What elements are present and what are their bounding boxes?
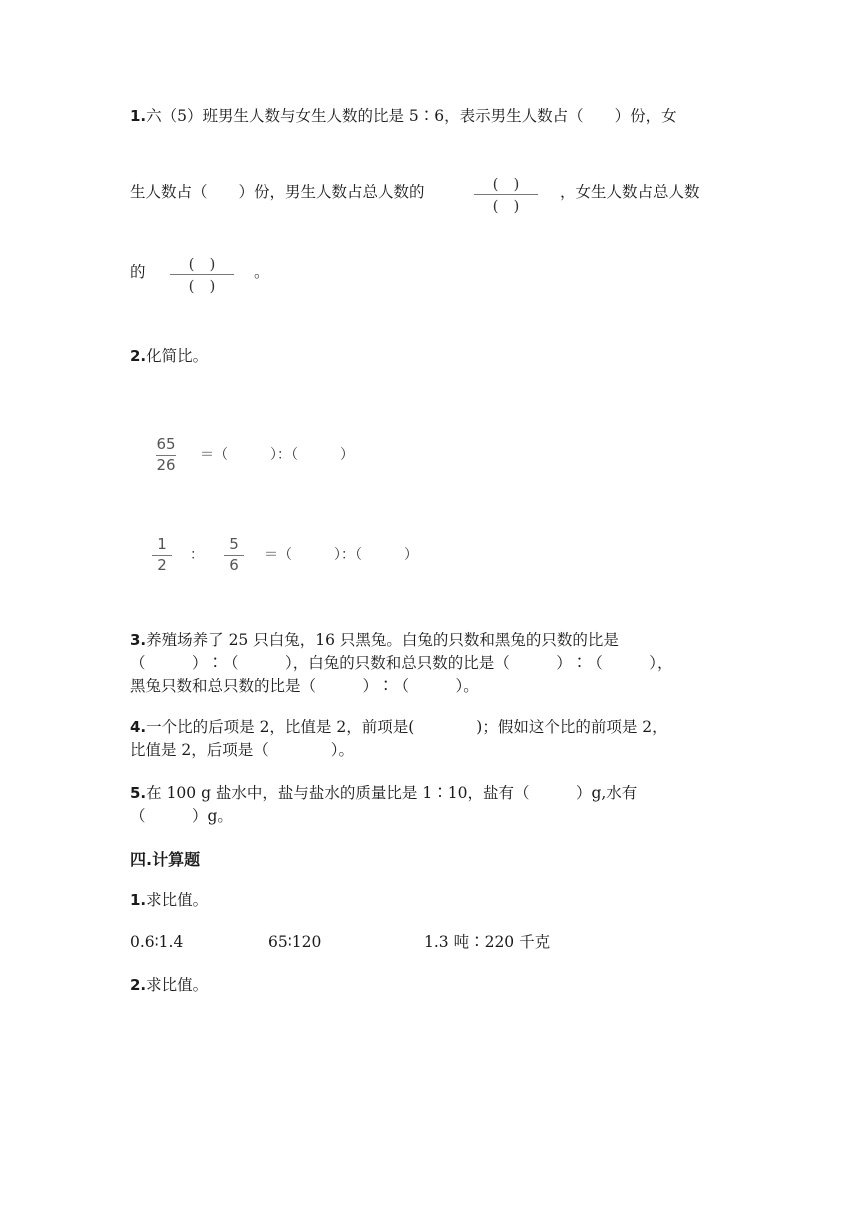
- q2-expr2-colon: ：: [190, 547, 204, 563]
- q2-number: 2.: [130, 347, 147, 365]
- q5-number: 5.: [130, 784, 147, 802]
- q1-line3a: 的: [130, 263, 146, 281]
- fraction-bar: [170, 274, 234, 275]
- section4-q2-number: 2.: [130, 976, 147, 994]
- q3-line2: （ ）∶（ ），白兔的只数和总只数的比是（ ）∶（ ），: [130, 654, 673, 672]
- fraction-numerator: 5: [229, 535, 239, 553]
- q3-line3: 黑兔只数和总只数的比是（ ）∶（ ）。: [130, 677, 479, 695]
- section4-q2-text: 求比值。: [146, 976, 209, 994]
- q1-line1-text: 六（5）班男生人数与女生人数的比是 5∶6，表示男生人数占（ ）份，女: [146, 107, 677, 125]
- ratio-item-2: 65∶120: [268, 933, 322, 951]
- ratio-item-3: 1.3 吨∶220 千克: [424, 933, 551, 951]
- q2-text: 化简比。: [146, 347, 209, 365]
- section-4-title: 四.计算题: [130, 850, 201, 869]
- fraction-bar: [474, 194, 538, 195]
- fraction-numerator-blank: ( ): [492, 175, 520, 193]
- section4-q1-text: 求比值。: [146, 891, 209, 909]
- q2-expr1-answer: ＝（ ）：（ ）: [200, 447, 354, 463]
- q4-number: 4.: [130, 718, 147, 736]
- fraction-denominator-blank: ( ): [188, 277, 216, 295]
- q1-fraction-blank-1: [474, 175, 538, 219]
- q3-line1-text: 养殖场养了 25 只白兔，16 只黑兔。白兔的只数和黑兔的只数的比是: [146, 631, 619, 649]
- fraction-denominator: 26: [156, 456, 176, 474]
- section4-q1-number: 1.: [130, 891, 147, 909]
- q2-expr2-answer: ＝（ ）：（ ）: [264, 547, 418, 563]
- q3-line1: [130, 630, 619, 650]
- fraction-denominator: 6: [229, 556, 239, 574]
- fraction-denominator: 2: [157, 556, 167, 574]
- q2-line: [130, 346, 208, 366]
- q4-line1: [130, 717, 668, 737]
- q5-line1: [130, 783, 637, 803]
- q1-line2a: 生人数占（ ）份，男生人数占总人数的: [130, 183, 425, 201]
- q1-fraction-blank-2: [170, 255, 234, 299]
- q2-fraction-65-26: [154, 436, 178, 476]
- q1-line3b: 。: [254, 263, 270, 281]
- fraction-numerator: 1: [157, 535, 167, 553]
- ratio-item-1: 0.6∶1.4: [130, 933, 184, 951]
- q1-line2b: ，女生人数占总人数: [560, 183, 700, 201]
- q1-line1: [130, 106, 677, 126]
- section4-q2-line: [130, 975, 208, 995]
- fraction-denominator-blank: ( ): [492, 197, 520, 215]
- q4-line1-text: 一个比的后项是 2，比值是 2，前项是( )；假如这个比的前项是 2，: [146, 718, 668, 736]
- q3-number: 3.: [130, 631, 147, 649]
- q2-fraction-1-2: [150, 536, 174, 576]
- q5-line2: （ ）g。: [130, 807, 233, 825]
- q2-fraction-5-6: [222, 536, 246, 576]
- q5-line1-text: 在 100 g 盐水中，盐与盐水的质量比是 1∶10，盐有（ ）g,水有: [146, 784, 638, 802]
- fraction-numerator-blank: ( ): [188, 255, 216, 273]
- section4-q1-line: [130, 890, 208, 910]
- q1-number: 1.: [130, 107, 147, 125]
- fraction-numerator: 65: [156, 435, 176, 453]
- q4-line2: 比值是 2，后项是（ ）。: [130, 741, 355, 759]
